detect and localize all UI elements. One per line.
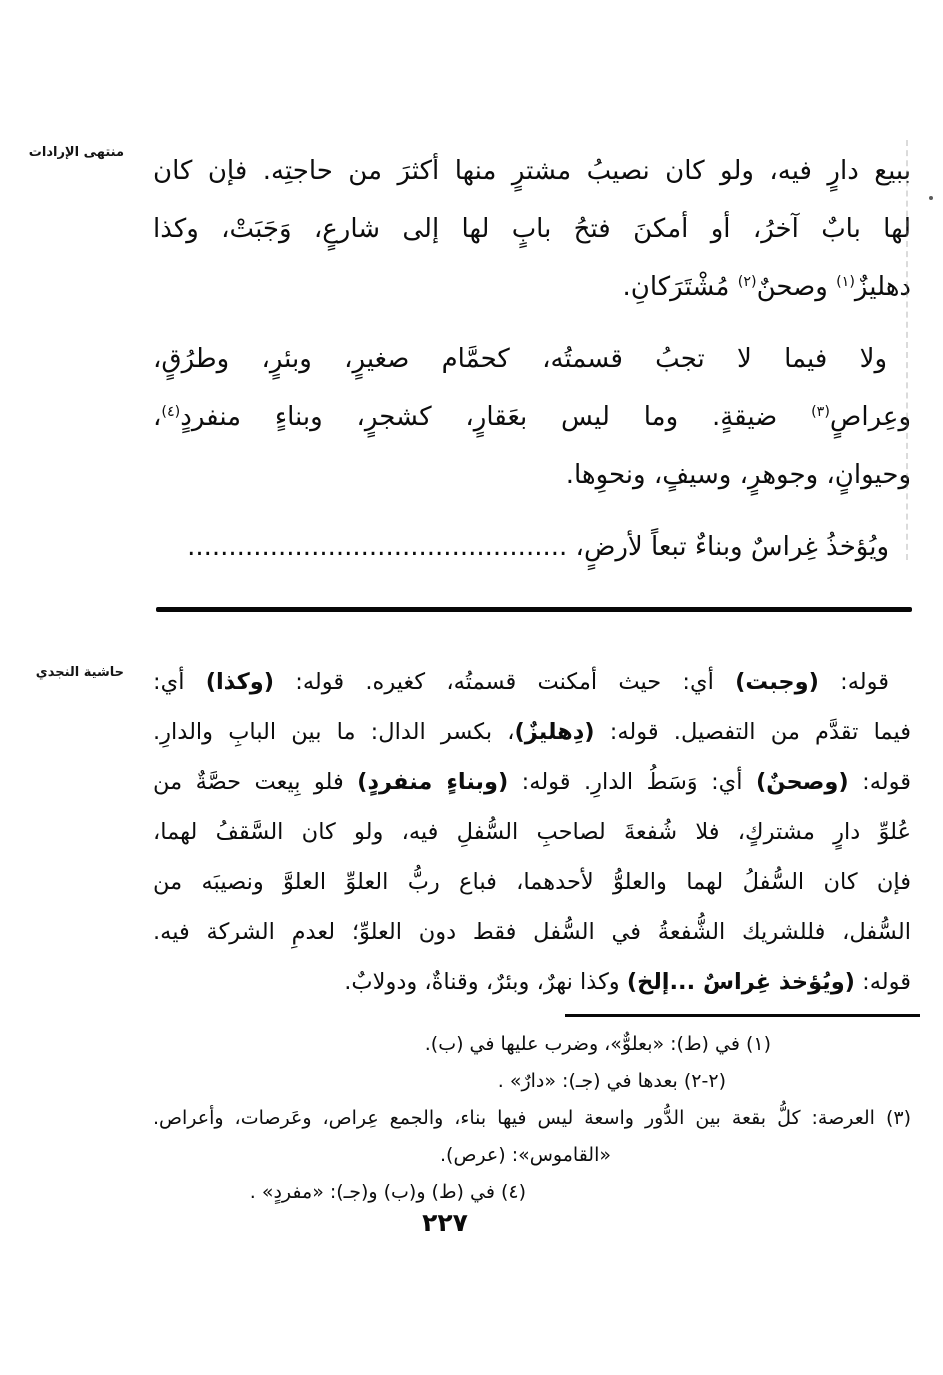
- margin-note-book-title: منتهى الإرادات: [28, 145, 124, 160]
- text-segment: مُشْتَرَكانِ.: [622, 272, 738, 302]
- text-segment: عُلوِّ دارٍ مشتركٍ، فلا شُفعةَ لصاحبِ السُّفلِ فيه، ولو كان السَّقفُ لهما،: [153, 819, 911, 845]
- text-segment: «القاموس»: (عرص).: [440, 1144, 611, 1166]
- matn-line: [153, 142, 911, 200]
- scan-artifact-dashed-line: [906, 140, 908, 560]
- text-segment: فلو بِيعت حصَّةٌ من: [153, 769, 358, 795]
- text-segment: ، بكسر الدال: ما بين البابِ والدارِ.: [153, 719, 515, 745]
- text-segment: (٣) العرصة: كلُّ بقعة بين الدُّور واسعة ليس فيها بناء، والجمع عِراص، وعَرصات، وأعراص.: [153, 1107, 911, 1129]
- commentary-line: [153, 907, 911, 957]
- text-segment: (وبناءٍ منفردٍ): [357, 769, 509, 795]
- matn-paragraph: [153, 142, 911, 316]
- footnote-marker: (١): [836, 274, 855, 291]
- text-segment: السُّفل، فللشريك الشُّفعةُ في السُّفل فقط دون العلوِّ؛ لعدمِ الشركة فيه.: [153, 919, 911, 945]
- text-segment: ضيقةٍ. وما ليس بعَقارٍ، كشجرٍ، وبناءٍ منفردٍ: [180, 402, 812, 432]
- footnote-marker: (٤): [161, 404, 181, 421]
- text-segment: قوله:: [848, 769, 911, 795]
- text-segment: قوله:: [818, 669, 889, 695]
- dotted-leader: ..............................................: [187, 532, 568, 562]
- footnote-line: [153, 1026, 911, 1063]
- text-segment: فيما تقدَّم من التفصيل. قوله:: [594, 719, 911, 745]
- footnote-separator-rule: [565, 1014, 920, 1017]
- matn-line: [153, 330, 911, 388]
- commentary-line: [153, 707, 911, 757]
- commentary-line: [153, 657, 911, 707]
- text-segment: وحيوانٍ، وجوهرٍ، وسيفٍ، ونحوِها.: [565, 460, 911, 490]
- text-segment: وعِراصٍ: [829, 402, 911, 432]
- matn-line: [153, 388, 911, 446]
- footnotes-section: [153, 1026, 911, 1211]
- text-segment: أي: وَسَطُ الدارِ. قوله:: [508, 769, 756, 795]
- text-segment: أي:: [153, 669, 206, 695]
- commentary-line: [153, 957, 911, 1007]
- text-segment: قوله:: [854, 969, 911, 995]
- text-segment: (دِهليزٌ): [514, 719, 595, 745]
- text-segment: (وصحنٌ): [755, 769, 849, 795]
- footnote-line: [153, 1174, 911, 1211]
- footnote-marker: (٢): [737, 274, 757, 291]
- text-segment: (وكذا): [205, 669, 275, 695]
- matn-line: [153, 200, 911, 258]
- text-segment: فإن كان السُّفلُ لهما والعلوُّ لأحدهما، فباع ربُّ العلوِّ العلوَّ ونصيبَه من: [153, 869, 911, 895]
- text-segment: لها بابٌ آخرُ، أو أمكنَ فتحُ بابٍ لها إلى شارعٍ، وَجَبَتْ، وكذا: [153, 214, 911, 244]
- text-segment: (وجبت): [735, 669, 819, 695]
- commentary-line: [153, 807, 911, 857]
- text-segment: دهليزٌ: [854, 272, 911, 302]
- section-divider-rule: [156, 607, 912, 612]
- page-number: ٢٢٧: [422, 1208, 468, 1237]
- footnote-line: [153, 1100, 911, 1137]
- text-segment: (٤) في (ط) و(ب) و(جـ): «مفردٍ» .: [249, 1181, 526, 1203]
- footnote-line: [153, 1063, 911, 1100]
- footnote-marker: (٣): [811, 404, 830, 421]
- text-segment: أي: حيث أمكنت قسمتُه، كغيره. قوله:: [274, 669, 736, 695]
- text-segment: وصحنٌ: [756, 272, 837, 302]
- text-segment: (ويُؤخذ غِراسٌ ...إلخ): [626, 969, 855, 995]
- scan-artifact-dot: [929, 196, 933, 200]
- commentary-line: [153, 757, 911, 807]
- text-segment: وكذا نهرٌ، وبئرٌ، وقناةٌ، ودولابٌ.: [344, 969, 627, 995]
- margin-note-commentary-title: حاشية النجدي: [35, 665, 124, 680]
- text-segment: ،: [153, 402, 162, 432]
- text-segment: (٢-٢) بعدها في (جـ): «دارٌ» .: [497, 1070, 726, 1092]
- matn-line: [153, 518, 911, 576]
- text-segment: ويُؤخذُ غِراسٌ وبناءٌ تبعاً لأرضٍ،: [567, 532, 889, 562]
- matn-paragraph: [153, 330, 911, 504]
- text-segment: ولا فيما لا تجبُ قسمتُه، كحمَّام صغيرٍ، وبئرٍ، وطرُقٍ،: [153, 344, 887, 374]
- matn-paragraph: [153, 518, 911, 576]
- commentary-section: [153, 657, 911, 1007]
- matn-line: [153, 446, 911, 504]
- text-segment: (١) في (ط): «بعلوٌّ»، وضرب عليها في (ب).: [424, 1033, 771, 1055]
- footnote-line: [153, 1137, 911, 1174]
- commentary-line: [153, 857, 911, 907]
- matn-line: [153, 258, 911, 316]
- text-segment: ببيع دارٍ فيه، ولو كان نصيبُ مشترٍ منها أكثرَ من حاجتِه. فإن كان: [153, 156, 911, 186]
- matn-section: [153, 142, 911, 590]
